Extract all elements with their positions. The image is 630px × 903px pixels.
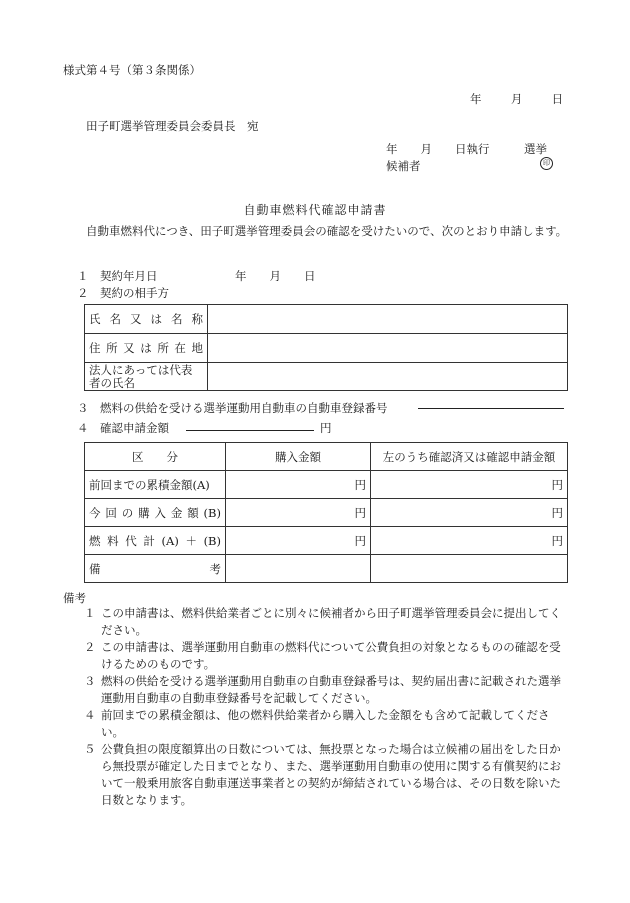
confirmed-amount-cell[interactable]: 円 (371, 527, 568, 555)
row-label: 備考 (85, 555, 226, 583)
note-text: 公費負担の限度額算出の日数については、無投票となった場合は立候補の届出をした日から無投票が確定した日までとなり、また、選挙運動用自動車の使用に関する有償契約において一般乗用旅客自動車運送事業者との契約が締結されている場合は、その日数を除いた日数となります。 (101, 742, 561, 807)
table-row (85, 334, 568, 363)
date-month-label: 月 (510, 92, 523, 106)
contract-date-label: １ 契約年月日 (77, 269, 158, 283)
purchase-amount-cell[interactable]: 円 (226, 471, 371, 499)
header-category: 区 分 (85, 443, 226, 471)
note-number: １ (84, 606, 96, 620)
address-label-cell: 住所又は所在地 (85, 334, 208, 363)
amount-table (84, 442, 568, 583)
note-item (84, 673, 570, 707)
purchase-amount-cell[interactable]: 円 (226, 527, 371, 555)
addressee: 田子町選挙管理委員会委員長 宛 (86, 119, 259, 133)
contract-party-label: ２ 契約の相手方 (77, 286, 169, 300)
note-item (84, 741, 570, 809)
note-number: ５ (84, 742, 96, 756)
table-row (85, 471, 568, 499)
note-text: 燃料の供給を受ける選挙運動用自動車の自動車登録番号は、契約届出書に記載された選挙運動用自動車の自動車登録番号を記載してください。 (101, 674, 561, 705)
note-item (84, 639, 570, 673)
note-text: 前回までの累積金額は、他の燃料供給業者から購入した金額をも含めて記載してください。 (101, 708, 550, 739)
note-text: この申請書は、燃料供給業者ごとに別々に候補者から田子町選挙管理委員会に提出してください。 (101, 606, 561, 637)
row-label: 今回の購入金額(B) (85, 499, 226, 527)
remarks-cell[interactable] (371, 555, 568, 583)
representative-value-cell[interactable] (208, 363, 568, 391)
election-execution-line: 年 月 日執行 選挙 (386, 142, 547, 156)
row-label: 燃料代計(A)＋(B) (85, 527, 226, 555)
table-header-row (85, 443, 568, 471)
date-day-label: 日 (551, 92, 564, 106)
note-text: この申請書は、選挙運動用自動車の燃料代について公費負担の対象となるものの確認を受けるためのものです。 (101, 640, 561, 671)
requested-amount-unit: 円 (320, 421, 332, 435)
table-row (85, 499, 568, 527)
registration-number-blank[interactable] (418, 408, 564, 409)
note-number: ２ (84, 640, 96, 654)
note-item (84, 605, 570, 639)
confirmed-amount-cell[interactable]: 円 (371, 499, 568, 527)
requested-amount-blank[interactable] (186, 430, 314, 431)
requested-amount-label: ４ 確認申請金額 (77, 421, 169, 435)
name-value-cell[interactable] (208, 305, 568, 334)
note-number: ４ (84, 708, 96, 722)
table-row (85, 305, 568, 334)
form-number: 様式第４号（第３条関係） (63, 63, 201, 77)
confirmed-amount-cell[interactable]: 円 (371, 471, 568, 499)
table-row (85, 363, 568, 391)
row-label: 前回までの累積金額(A) (85, 471, 226, 499)
representative-label-cell: 法人にあっては代表者の氏名 (85, 363, 208, 391)
name-label-cell: 氏名又は名称 (85, 305, 208, 334)
header-confirmed-amount: 左のうち確認済又は確認申請金額 (371, 443, 568, 471)
document-title: 自動車燃料代確認申請書 (243, 203, 387, 217)
date-year-label: 年 (470, 92, 482, 106)
intro-paragraph: 自動車燃料代につき、田子町選挙管理委員会の確認を受けたいので、次のとおり申請します。 (86, 224, 568, 238)
contract-party-table (84, 304, 568, 391)
header-purchase-amount: 購入金額 (226, 443, 371, 471)
table-row (85, 555, 568, 583)
registration-number-label: ３ 燃料の供給を受ける選挙運動用自動車の自動車登録番号 (77, 401, 388, 415)
notes-title: 備考 (63, 591, 86, 605)
submission-date (470, 91, 563, 107)
seal-mark: 印 (540, 157, 553, 170)
purchase-amount-cell[interactable]: 円 (226, 499, 371, 527)
remarks-cell[interactable] (226, 555, 371, 583)
candidate-label: 候補者 (386, 159, 421, 173)
table-row (85, 527, 568, 555)
address-value-cell[interactable] (208, 334, 568, 363)
note-number: ３ (84, 674, 96, 688)
note-item (84, 707, 570, 741)
contract-date-value: 年 月 日 (235, 269, 316, 283)
